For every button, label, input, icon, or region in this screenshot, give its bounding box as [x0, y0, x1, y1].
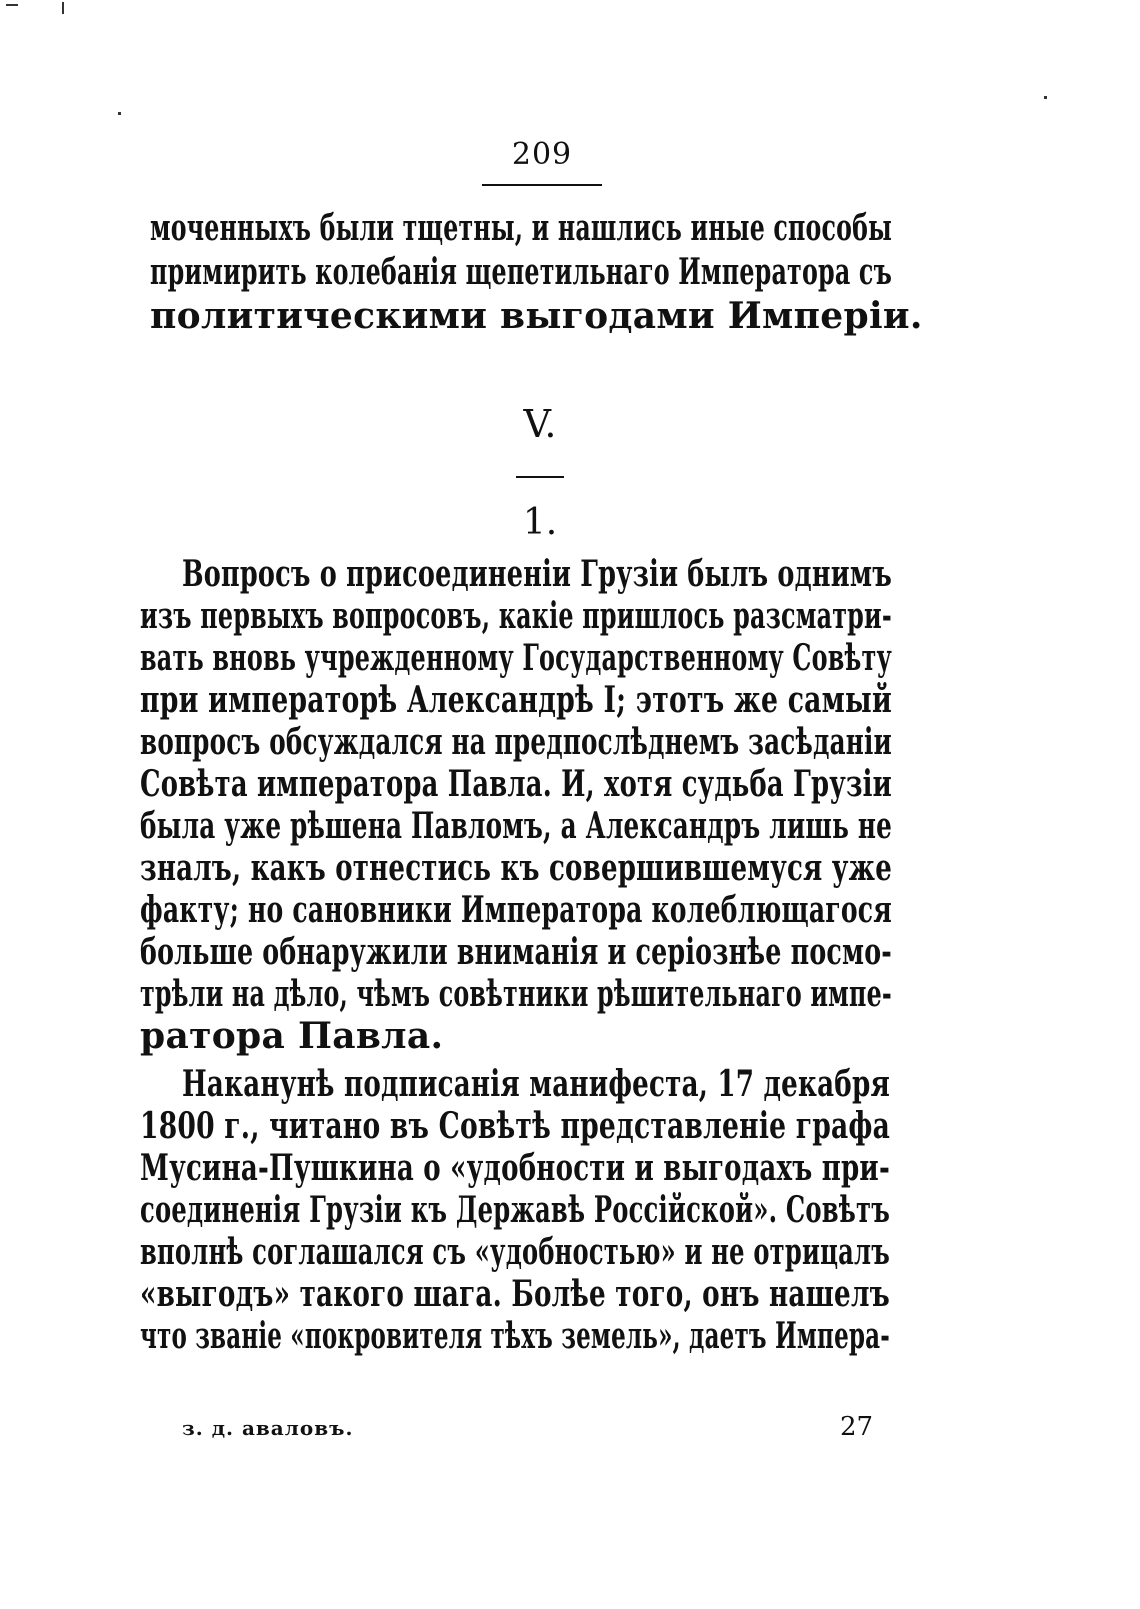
text-line: ратора Павла. — [140, 1015, 444, 1057]
text-line: вопросъ обсуждался на предпослѣднемъ засѣданіи — [140, 721, 892, 763]
text-line: Совѣта императора Павла. И, хотя судьба Грузіи — [140, 763, 892, 805]
section-roman-heading: V. — [523, 402, 557, 446]
text-line: политическими выгодами Имперіи. — [150, 295, 923, 337]
section-rule — [516, 476, 564, 478]
text-line: зналъ, какъ отнестись къ совершившемуся уже — [140, 847, 892, 889]
text-line: что званіе «покровителя тѣхъ земель», даетъ Импера- — [140, 1315, 890, 1357]
text-line: факту; но сановники Императора колеблющагося — [140, 889, 892, 931]
text-line: при императорѣ Александрѣ I; этотъ же самый — [140, 679, 892, 721]
text-line: примирить колебанія щепетильнаго Императора съ — [150, 251, 892, 293]
text-line: вполнѣ соглашался съ «удобностью» и не отрицалъ — [140, 1231, 890, 1273]
text-line: «выгодъ» такого шага. Болѣе того, онъ нашелъ — [140, 1273, 890, 1315]
footer-signature-mark: 27 — [840, 1412, 874, 1442]
text-line: изъ первыхъ вопросовъ, какіе пришлось разсматри- — [140, 595, 892, 637]
scan-speck — [62, 2, 64, 14]
footer-author: з. д. аваловъ. — [182, 1416, 354, 1440]
text-line: трѣли на дѣло, чѣмъ совѣтники рѣшительнаго импе- — [140, 973, 892, 1015]
text-line: Наканунѣ подписанія манифеста, 17 декабря — [182, 1063, 890, 1105]
scan-speck — [6, 4, 18, 6]
text-line: моченныхъ были тщетны, и нашлись иные способы — [150, 207, 892, 249]
header-rule — [482, 184, 602, 186]
text-line: соединенія Грузіи къ Державѣ Россійской». Совѣтъ — [140, 1189, 890, 1231]
text-line: была уже рѣшена Павломъ, а Александръ лишь не — [140, 805, 892, 847]
section-number-heading: 1. — [522, 502, 558, 543]
text-line: больше обнаружили вниманія и серіознѣе посмо- — [140, 931, 892, 973]
scan-speck — [118, 112, 121, 115]
page-number: 209 — [511, 137, 573, 172]
text-line: Вопросъ о присоединеніи Грузіи былъ однимъ — [182, 553, 892, 595]
text-line: вать вновь учрежденному Государственному Совѣту — [140, 637, 892, 679]
scan-speck — [1044, 96, 1047, 99]
text-line: Мусина-Пушкина о «удобности и выгодахъ при- — [140, 1147, 890, 1189]
text-line: 1800 г., читано въ Совѣтѣ представленіе графа — [140, 1105, 890, 1147]
